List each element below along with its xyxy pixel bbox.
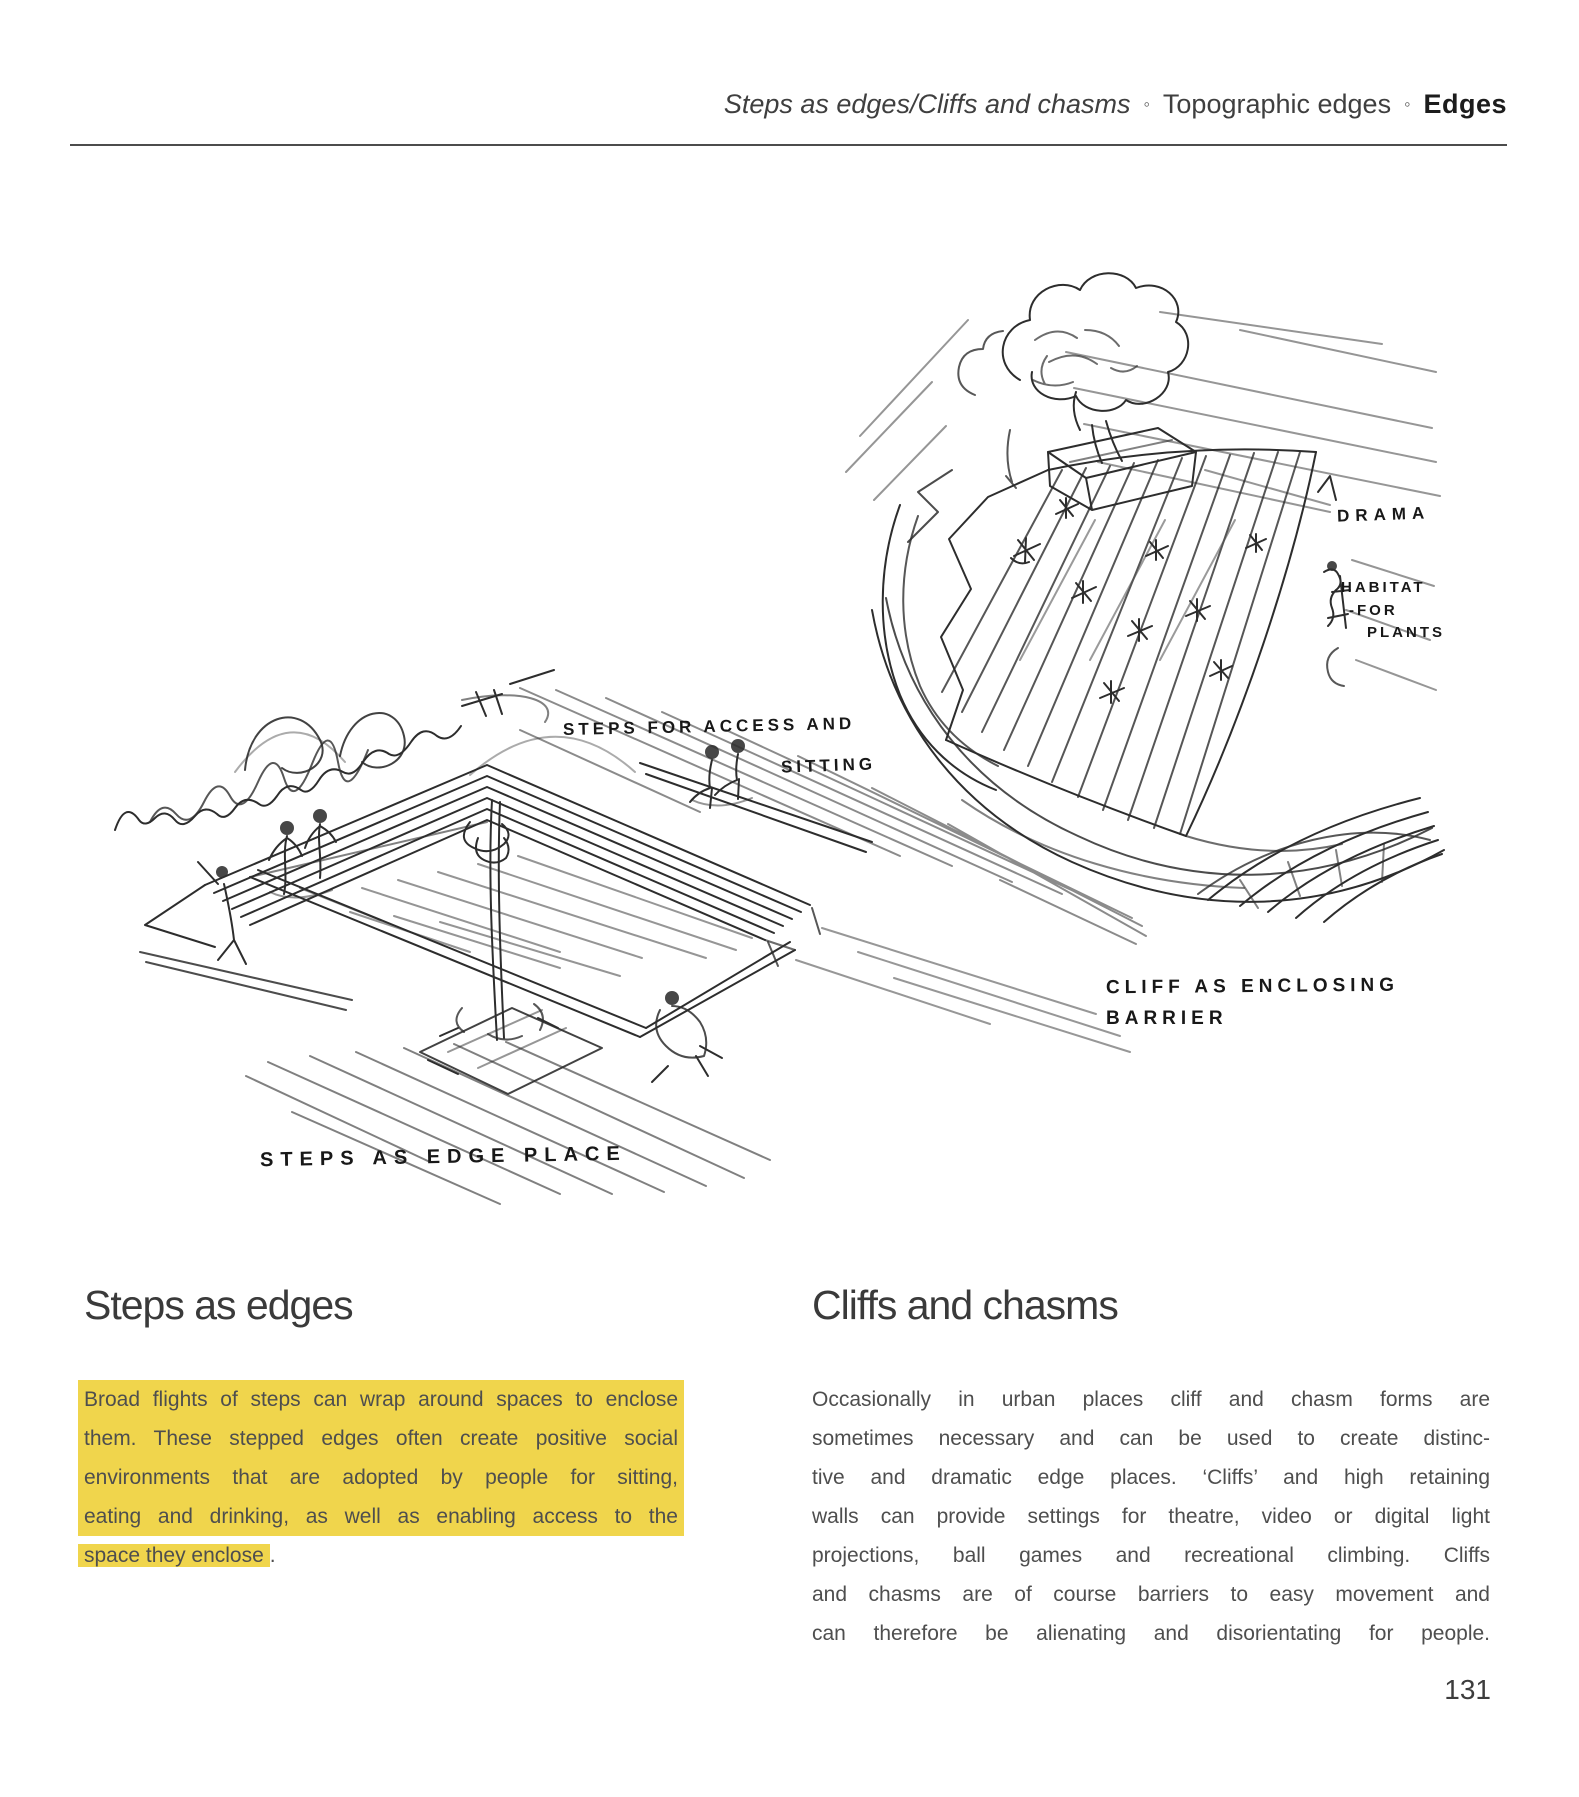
annotation-habitat-1: HABITAT <box>1341 579 1426 596</box>
ground-hatching-right <box>520 688 1146 1052</box>
highlighted-text-chip: space they enclose <box>78 1544 270 1567</box>
highlighted-text-line: Broad flights of steps can wrap around spaces to enclose <box>78 1380 684 1419</box>
body-text-line: and chasms are of course barriers to easy movement and <box>812 1583 1490 1606</box>
sketches-illustration <box>0 150 1579 1250</box>
body-text-line: sometimes necessary and can be used to create distinc- <box>812 1427 1490 1450</box>
annotation-steps-caption: STEPS AS EDGE PLACE <box>259 1142 627 1172</box>
steps-plaza-sketch <box>115 670 1146 1204</box>
section-heading-steps: Steps as edges <box>84 1282 353 1328</box>
highlighted-text-line: eating and drinking, as well as enabling access to the <box>78 1497 684 1536</box>
body-text-line: Occasionally in urban places cliff and chasm forms are <box>812 1388 1490 1411</box>
cliff-sketch <box>846 273 1444 922</box>
highlighted-text-line-last <box>84 1536 678 1575</box>
annotation-habitat-2: -FOR <box>1349 602 1398 619</box>
cliff-top-structure <box>1048 428 1336 510</box>
enclosing-curve <box>872 598 1444 902</box>
cliff-hatching <box>942 452 1300 834</box>
habitat-leader-line <box>1327 648 1344 686</box>
terraced-bowl <box>1198 798 1442 922</box>
section-heading-cliffs: Cliffs and chasms <box>812 1282 1118 1328</box>
body-text-line: tive and dramatic edge places. ‘Cliffs’ and high retaining <box>812 1466 1490 1489</box>
breadcrumb-section: Steps as edges/Cliffs and chasms <box>723 89 1131 119</box>
highlighted-paragraph <box>84 1380 678 1575</box>
page-number: 131 <box>1444 1674 1491 1705</box>
body-text-line: walls can provide settings for theatre, video or digital light <box>812 1505 1490 1528</box>
left-column <box>84 1280 678 1575</box>
body-paragraph <box>812 1380 1490 1653</box>
body-text-line: can therefore be alienating and disorientating for people. <box>812 1622 1490 1645</box>
highlighted-text-line: environments that are adopted by people for sitting, <box>78 1458 684 1497</box>
page-header <box>70 86 1507 146</box>
floor-hatching <box>300 856 752 976</box>
breadcrumb-separator-icon: ◦ <box>1143 94 1150 114</box>
annotation-cliff-barrier-1: CLIFF AS ENCLOSING <box>1105 974 1400 999</box>
body-text-line: projections, ball games and recreational climbing. Cliffs <box>812 1544 1490 1567</box>
right-column <box>812 1280 1490 1653</box>
annotation-sitting: SITTING <box>780 754 877 777</box>
breadcrumb-book-part: Edges <box>1423 89 1507 119</box>
ground-hatching-bottom <box>246 1042 770 1204</box>
annotation-steps-access: STEPS FOR ACCESS AND <box>562 713 856 740</box>
highlighted-text-line: them. These stepped edges often create positive social <box>78 1419 684 1458</box>
annotation-habitat-3: PLANTS <box>1367 624 1445 641</box>
breadcrumb-separator-icon: ◦ <box>1404 94 1411 114</box>
breadcrumb-chapter: Topographic edges <box>1162 89 1392 119</box>
annotation-cliff-barrier-2: BARRIER <box>1106 1008 1228 1029</box>
trailing-period: . <box>269 1544 276 1567</box>
annotation-drama: DRAMA <box>1336 503 1431 526</box>
tree-scribble <box>958 273 1188 488</box>
